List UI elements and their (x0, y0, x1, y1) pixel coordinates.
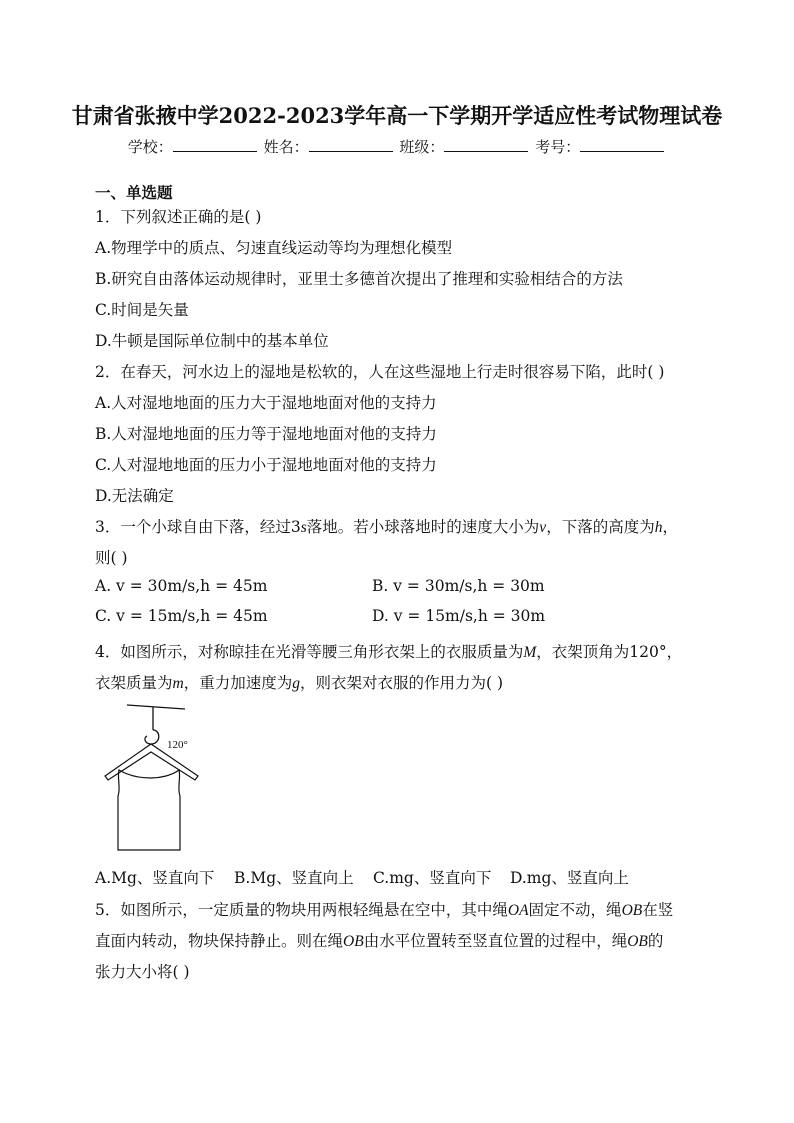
school-label: 学校： (127, 138, 173, 156)
number-blank (580, 137, 664, 152)
hanging-rod (127, 705, 185, 709)
q5-var-OB: OB (343, 933, 364, 950)
q3-option-c: C. v = 15m/s,h = 45m (95, 607, 268, 625)
q2-stem: 2．在春天，河水边上的湿地是松软的，人在这些湿地上行走时很容易下陷，此时( ) (95, 363, 665, 381)
q5-stem-line2 (95, 929, 663, 951)
q5-stem-part: 由水平位置转至竖直位置的过程中，绳 (363, 932, 628, 950)
q4-option-d: D.mg、竖直向上 (510, 869, 629, 887)
q2-option-a: A.人对湿地地面的压力大于湿地地面对他的支持力 (95, 394, 437, 412)
class-blank (444, 137, 528, 152)
q5-var-OB: OB (627, 933, 648, 950)
q5-stem-part: 在竖 (642, 901, 674, 919)
q5-stem-line3: 张力大小将( ) (95, 963, 190, 981)
q5-var-OA: OA (507, 902, 529, 919)
q4-stem-part: 4．如图所示，对称晾挂在光滑等腰三角形衣架上的衣服质量为 (95, 643, 524, 661)
student-info-line (0, 136, 794, 157)
q2-option-b: B.人对湿地地面的压力等于湿地地面对他的支持力 (95, 425, 437, 443)
q4-stem (95, 640, 682, 662)
hook-icon (145, 730, 159, 744)
q3-option-d: D. v = 15m/s,h = 30m (372, 607, 546, 625)
q1-option-d: D.牛顿是国际单位制中的基本单位 (95, 332, 329, 350)
q5-stem-part: 5．如图所示，一定质量的物块用两根轻绳悬在空中，其中绳 (95, 901, 508, 919)
q4-option-b: B.Mg、竖直向上 (234, 869, 354, 887)
shirt-outline (118, 770, 180, 850)
q4-stem-part: ，衣架顶角为120°， (536, 643, 683, 661)
q5-stem-part: 固定不动，绳 (528, 901, 622, 919)
hanger-figure (95, 700, 215, 860)
q4-stem-part: ，则衣架对衣服的作用力为( ) (299, 674, 504, 692)
q3-var-s: s (300, 519, 307, 536)
q3-option-b: B. v = 30m/s,h = 30m (372, 577, 545, 595)
school-blank (173, 137, 257, 152)
q3-var-h: h (654, 519, 663, 536)
q4-stem-part: ，重力加速度为 (183, 674, 293, 692)
q5-stem-line1 (95, 898, 673, 920)
q1-option-c: C.时间是矢量 (95, 301, 189, 319)
q1-stem: 1．下列叙述正确的是( ) (95, 208, 262, 226)
q4-option-a: A.Mg、竖直向下 (95, 869, 215, 887)
q4-stem-part: 衣架质量为 (95, 674, 173, 692)
q4-var-g: g (292, 675, 300, 692)
q3-var-v: v (539, 519, 547, 536)
q3-option-a: A. v = 30m/s,h = 45m (95, 577, 268, 595)
q4-var-M: M (523, 644, 537, 661)
q1-option-a: A.物理学中的质点、匀速直线运动等均为理想化模型 (95, 239, 453, 257)
q3-stem-part: ， (662, 518, 678, 536)
section-heading: 一、单选题 (95, 183, 173, 202)
q4-stem-line2 (95, 671, 503, 693)
q5-stem-part: 直面内转动，物块保持静止。则在绳 (95, 932, 344, 950)
q3-stem-part: 落地。若小球落地时的速度大小为 (306, 518, 540, 536)
q3-stem-part: 3．一个小球自由下落，经过3 (95, 518, 301, 536)
q2-option-c: C.人对湿地地面的压力小于湿地地面对他的支持力 (95, 456, 437, 474)
q1-option-b: B.研究自由落体运动规律时，亚里士多德首次提出了推理和实验相结合的方法 (95, 270, 623, 288)
q4-option-c: C.mg、竖直向下 (373, 869, 492, 887)
q3-stem-part: ，下落的高度为 (546, 518, 655, 536)
q3-stem (95, 515, 678, 537)
q2-option-d: D.无法确定 (95, 487, 174, 505)
q4-var-m: m (172, 675, 184, 692)
class-label: 班级： (399, 138, 445, 156)
q3-stem-line2: 则( ) (95, 549, 128, 567)
q5-var-OB: OB (621, 902, 643, 919)
name-blank (309, 137, 393, 152)
name-label: 姓名： (263, 138, 309, 156)
q5-stem-part: 的 (647, 932, 664, 950)
number-label: 考号： (535, 138, 581, 156)
exam-title: 甘肃省张掖中学2022-2023学年高一下学期开学适应性考试物理试卷 (71, 103, 723, 128)
angle-label: 120° (167, 739, 188, 751)
